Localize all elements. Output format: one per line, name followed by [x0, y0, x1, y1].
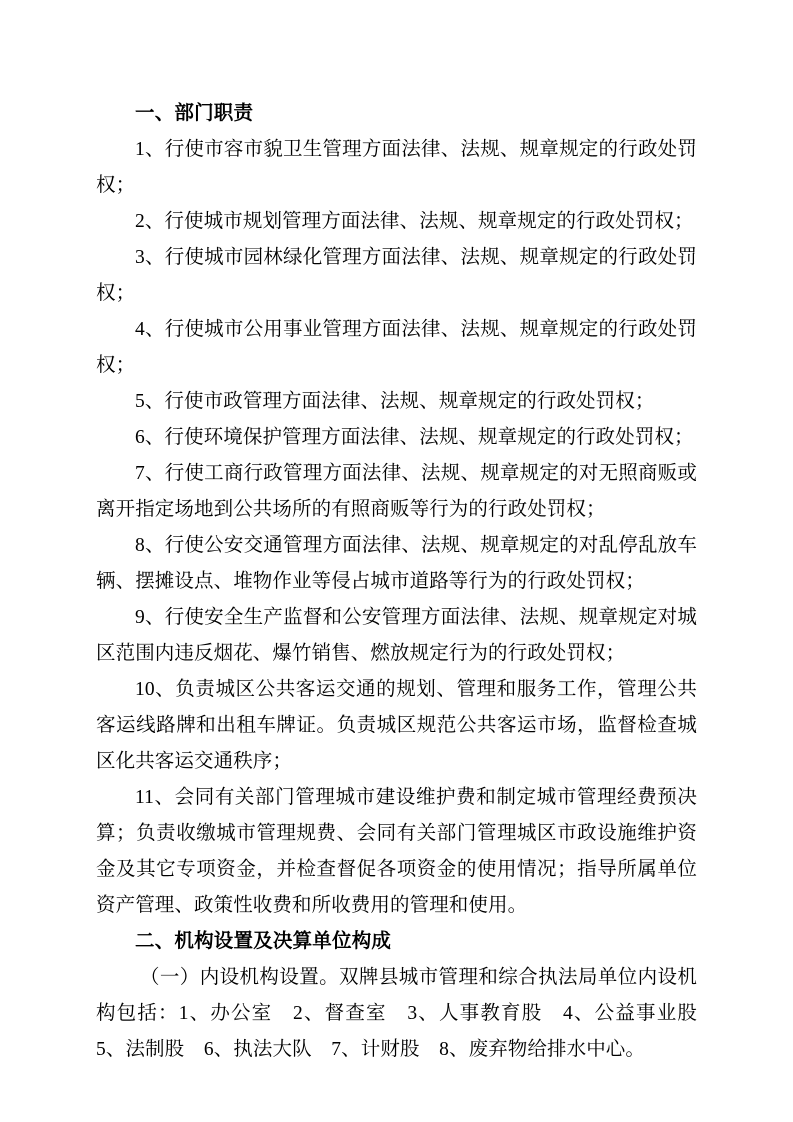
section-two-heading: 二、机构设置及决算单位构成	[135, 931, 392, 952]
section-one-paragraph-11: 11、会同有关部门管理城市建设维护费和制定城市管理经费预决算；负责收缴城市管理规费、会同有关部门管理城区市政设施维护资金及其它专项资金，并检查督促各项资金的使用情况；指导所属单位资产管理、政策性收费和所收费用的管理和使用。	[96, 787, 697, 916]
section-one-paragraph-9: 9、行使安全生产监督和公安管理方面法律、法规、规章规定对城区范围内违反烟花、爆竹销售、燃放规定行为的行政处罚权；	[96, 607, 697, 664]
section-one-paragraph-10: 10、负责城区公共客运交通的规划、管理和服务工作，管理公共客运线路牌和出租车牌证。负责城区规范公共客运市场，监督检查城区化共客运交通秩序；	[96, 679, 697, 772]
document-body	[96, 96, 717, 1068]
section-one-paragraph-5: 5、行使市政管理方面法律、法规、规章规定的行政处罚权；	[135, 391, 655, 412]
section-one-paragraph-7: 7、行使工商行政管理方面法律、法规、规章规定的对无照商贩或离开指定场地到公共场所的有照商贩等行为的行政处罚权；	[96, 463, 697, 520]
section-one-paragraph-6: 6、行使环境保护管理方面法律、法规、规章规定的行政处罚权；	[135, 427, 694, 448]
section-one-paragraph-1: 1、行使市容市貌卫生管理方面法律、法规、规章规定的行政处罚权；	[96, 139, 697, 196]
section-one-heading: 一、部门职责	[135, 103, 254, 124]
section-one-paragraph-8: 8、行使公安交通管理方面法律、法规、规章规定的对乱停乱放车辆、摆摊设点、堆物作业等侵占城市道路等行为的行政处罚权；	[96, 535, 697, 592]
section-one-paragraph-4: 4、行使城市公用事业管理方面法律、法规、规章规定的行政处罚权；	[96, 319, 697, 376]
section-one-paragraph-2: 2、行使城市规划管理方面法律、法规、规章规定的行政处罚权；	[135, 211, 694, 232]
section-two-paragraph-1: （一）内设机构设置。双牌县城市管理和综合执法局单位内设机构包括：1、办公室 2、督查室 3、人事教育股 4、公益事业股 5、法制股 6、执法大队 7、计财股 8、废弃物给排水中心。	[96, 967, 717, 1060]
section-one-paragraph-3: 3、行使城市园林绿化管理方面法律、法规、规章规定的行政处罚权；	[96, 247, 697, 304]
